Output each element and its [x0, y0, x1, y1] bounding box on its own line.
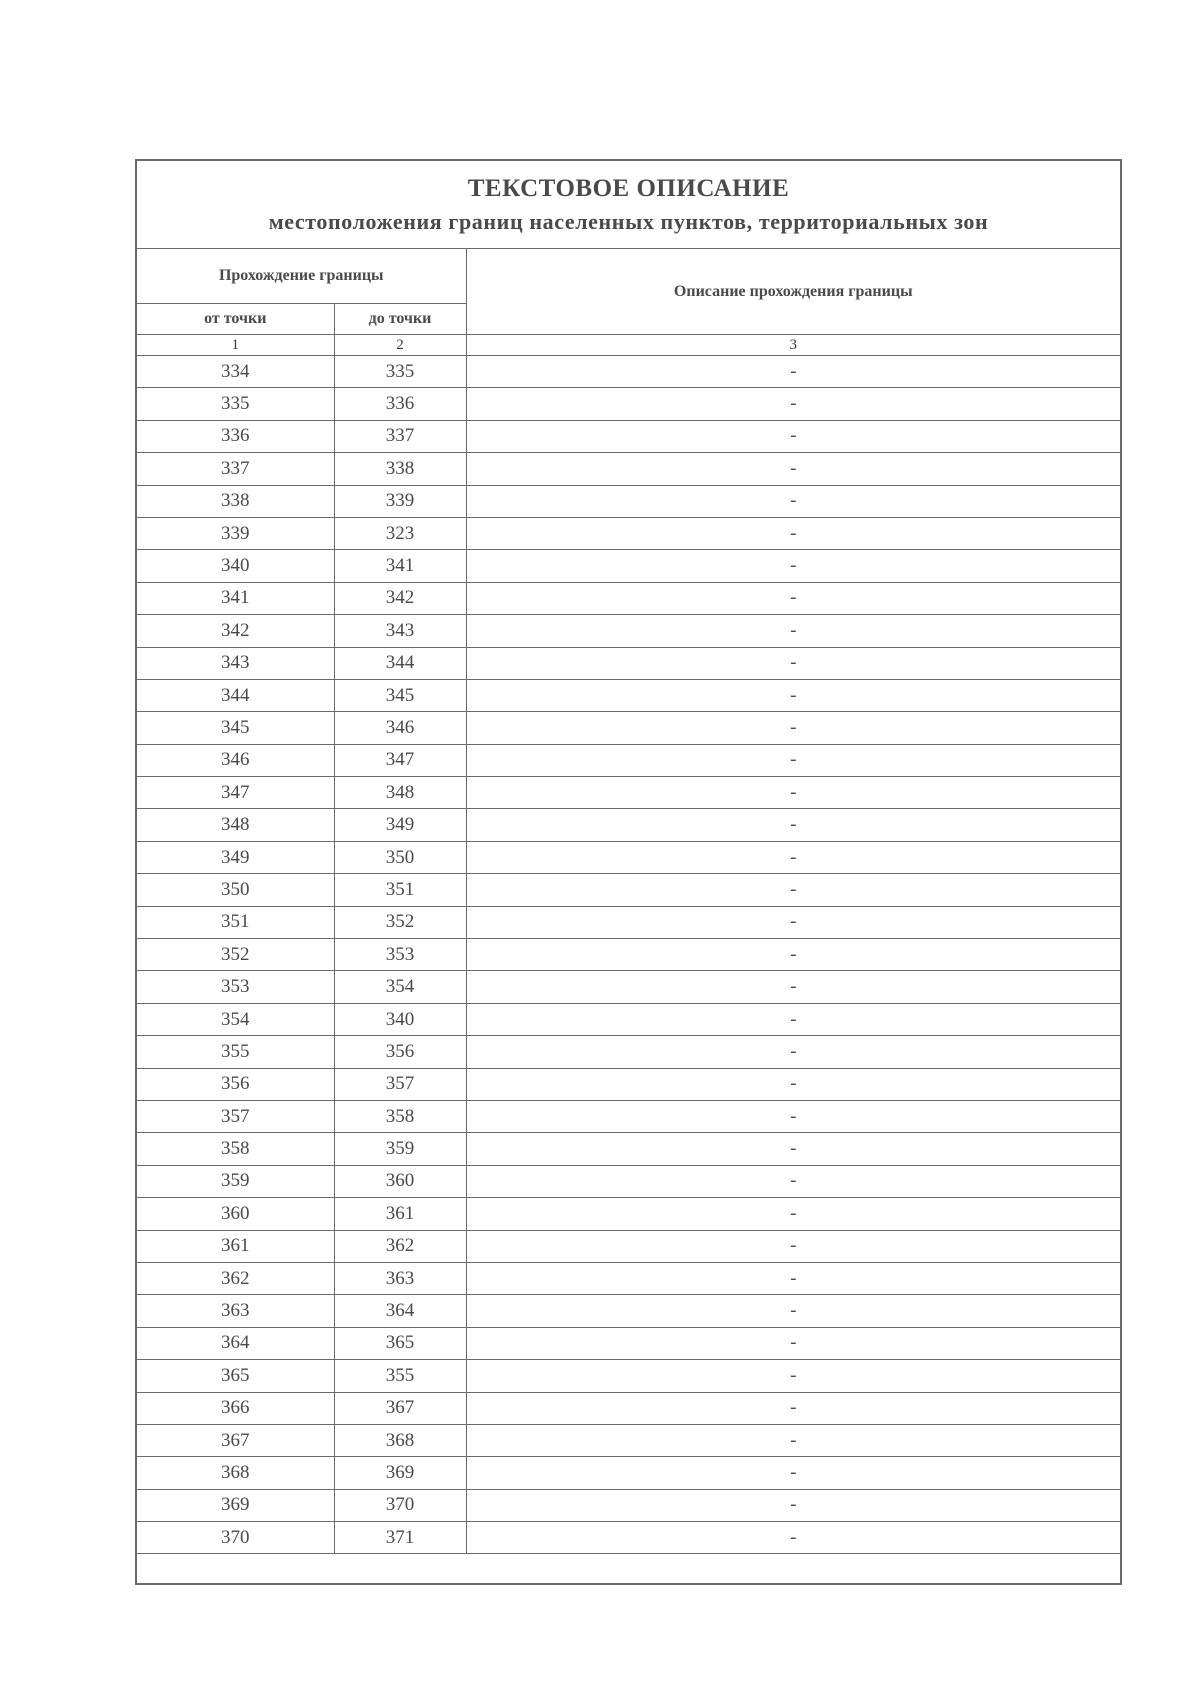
table-row: [137, 1489, 1120, 1521]
from-point-cell: 349: [137, 841, 334, 873]
table-row: [137, 712, 1120, 744]
from-point-cell: 334: [137, 356, 334, 388]
from-point-cell: 350: [137, 874, 334, 906]
table-row: [137, 809, 1120, 841]
description-cell: -: [466, 679, 1120, 711]
table-row: [137, 1230, 1120, 1262]
from-point-cell: 346: [137, 744, 334, 776]
to-point-cell: 355: [334, 1360, 466, 1392]
table-row: [137, 1198, 1120, 1230]
boundary-table: [137, 249, 1120, 1554]
to-point-cell: 354: [334, 971, 466, 1003]
from-point-cell: 345: [137, 712, 334, 744]
table-row: [137, 971, 1120, 1003]
title-block: [137, 161, 1120, 249]
description-cell: -: [466, 1262, 1120, 1294]
table-row: [137, 1133, 1120, 1165]
from-point-cell: 367: [137, 1424, 334, 1456]
from-point-header: от точки: [137, 304, 334, 335]
to-point-cell: 337: [334, 420, 466, 452]
from-point-cell: 358: [137, 1133, 334, 1165]
description-cell: -: [466, 1165, 1120, 1197]
to-point-cell: 356: [334, 1036, 466, 1068]
column-number-row: [137, 335, 1120, 356]
column-number: 1: [137, 335, 334, 356]
table-row: [137, 517, 1120, 549]
description-cell: -: [466, 1424, 1120, 1456]
table-row: [137, 1100, 1120, 1132]
table-row: [137, 550, 1120, 582]
description-cell: -: [466, 906, 1120, 938]
from-point-cell: 351: [137, 906, 334, 938]
to-point-cell: 358: [334, 1100, 466, 1132]
table-row: [137, 1392, 1120, 1424]
from-point-cell: 356: [137, 1068, 334, 1100]
description-cell: -: [466, 939, 1120, 971]
table-row: [137, 1295, 1120, 1327]
description-cell: -: [466, 582, 1120, 614]
description-cell: -: [466, 1003, 1120, 1035]
to-point-cell: 370: [334, 1489, 466, 1521]
description-cell: -: [466, 517, 1120, 549]
description-cell: -: [466, 971, 1120, 1003]
to-point-cell: 359: [334, 1133, 466, 1165]
table-row: [137, 420, 1120, 452]
to-point-cell: 339: [334, 485, 466, 517]
description-cell: -: [466, 874, 1120, 906]
description-cell: -: [466, 647, 1120, 679]
table-row: [137, 1068, 1120, 1100]
description-cell: -: [466, 809, 1120, 841]
to-point-cell: 367: [334, 1392, 466, 1424]
from-point-cell: 337: [137, 453, 334, 485]
table-row: [137, 453, 1120, 485]
to-point-cell: 369: [334, 1457, 466, 1489]
from-point-cell: 336: [137, 420, 334, 452]
from-point-cell: 370: [137, 1522, 334, 1554]
to-point-cell: 371: [334, 1522, 466, 1554]
to-point-cell: 349: [334, 809, 466, 841]
from-point-cell: 365: [137, 1360, 334, 1392]
from-point-cell: 335: [137, 388, 334, 420]
table-row: [137, 841, 1120, 873]
from-point-cell: 343: [137, 647, 334, 679]
to-point-cell: 361: [334, 1198, 466, 1230]
boundary-table-body: [137, 249, 1120, 1554]
description-cell: -: [466, 1489, 1120, 1521]
description-header: Описание прохождения границы: [466, 249, 1120, 335]
description-cell: -: [466, 1360, 1120, 1392]
to-point-cell: 352: [334, 906, 466, 938]
description-cell: -: [466, 1133, 1120, 1165]
from-point-cell: 354: [137, 1003, 334, 1035]
from-point-cell: 341: [137, 582, 334, 614]
to-point-cell: 343: [334, 615, 466, 647]
from-point-cell: 363: [137, 1295, 334, 1327]
description-cell: -: [466, 1522, 1120, 1554]
to-point-cell: 363: [334, 1262, 466, 1294]
from-point-cell: 364: [137, 1327, 334, 1359]
table-row: [137, 1457, 1120, 1489]
to-point-cell: 350: [334, 841, 466, 873]
to-point-cell: 346: [334, 712, 466, 744]
from-point-cell: 353: [137, 971, 334, 1003]
from-point-cell: 368: [137, 1457, 334, 1489]
from-point-cell: 338: [137, 485, 334, 517]
to-point-cell: 344: [334, 647, 466, 679]
to-point-cell: 357: [334, 1068, 466, 1100]
table-row: [137, 647, 1120, 679]
table-row: [137, 615, 1120, 647]
table-row: [137, 1036, 1120, 1068]
description-cell: -: [466, 356, 1120, 388]
table-row: [137, 1360, 1120, 1392]
description-cell: -: [466, 615, 1120, 647]
from-point-cell: 362: [137, 1262, 334, 1294]
to-point-cell: 345: [334, 679, 466, 711]
from-point-cell: 357: [137, 1100, 334, 1132]
from-point-cell: 348: [137, 809, 334, 841]
from-point-cell: 347: [137, 777, 334, 809]
to-point-cell: 348: [334, 777, 466, 809]
document-title: ТЕКСТОВОЕ ОПИСАНИЕ: [467, 175, 790, 202]
from-point-cell: 369: [137, 1489, 334, 1521]
description-cell: -: [466, 1036, 1120, 1068]
description-cell: -: [466, 1295, 1120, 1327]
to-point-cell: 340: [334, 1003, 466, 1035]
to-point-cell: 353: [334, 939, 466, 971]
to-point-header: до точки: [334, 304, 466, 335]
to-point-cell: 335: [334, 356, 466, 388]
column-number: 2: [334, 335, 466, 356]
table-row: [137, 874, 1120, 906]
document-subtitle: местоположения границ населенных пунктов, территориальных зон: [268, 209, 989, 234]
description-cell: -: [466, 420, 1120, 452]
to-point-cell: 365: [334, 1327, 466, 1359]
column-number: 3: [466, 335, 1120, 356]
document-sheet: [135, 159, 1122, 1585]
to-point-cell: 342: [334, 582, 466, 614]
table-row: [137, 388, 1120, 420]
to-point-cell: 362: [334, 1230, 466, 1262]
description-cell: -: [466, 1457, 1120, 1489]
description-cell: -: [466, 841, 1120, 873]
table-row: [137, 1003, 1120, 1035]
to-point-cell: 347: [334, 744, 466, 776]
from-point-cell: 342: [137, 615, 334, 647]
description-cell: -: [466, 1100, 1120, 1132]
header-row-group: [137, 249, 1120, 304]
from-point-cell: 339: [137, 517, 334, 549]
table-row: [137, 679, 1120, 711]
description-cell: -: [466, 1392, 1120, 1424]
from-point-cell: 366: [137, 1392, 334, 1424]
from-point-cell: 360: [137, 1198, 334, 1230]
description-cell: -: [466, 777, 1120, 809]
description-cell: -: [466, 712, 1120, 744]
table-row: [137, 1262, 1120, 1294]
description-cell: -: [466, 1327, 1120, 1359]
table-row: [137, 939, 1120, 971]
group-header: Прохождение границы: [137, 249, 466, 304]
table-row: [137, 1522, 1120, 1554]
table-row: [137, 582, 1120, 614]
from-point-cell: 361: [137, 1230, 334, 1262]
table-row: [137, 356, 1120, 388]
description-cell: -: [466, 485, 1120, 517]
description-cell: -: [466, 550, 1120, 582]
from-point-cell: 340: [137, 550, 334, 582]
to-point-cell: 341: [334, 550, 466, 582]
table-row: [137, 906, 1120, 938]
description-cell: -: [466, 1198, 1120, 1230]
from-point-cell: 352: [137, 939, 334, 971]
description-cell: -: [466, 744, 1120, 776]
to-point-cell: 336: [334, 388, 466, 420]
description-cell: -: [466, 1068, 1120, 1100]
to-point-cell: 368: [334, 1424, 466, 1456]
table-row: [137, 1424, 1120, 1456]
from-point-cell: 344: [137, 679, 334, 711]
to-point-cell: 323: [334, 517, 466, 549]
description-cell: -: [466, 1230, 1120, 1262]
description-cell: -: [466, 453, 1120, 485]
table-row: [137, 744, 1120, 776]
from-point-cell: 359: [137, 1165, 334, 1197]
table-row: [137, 485, 1120, 517]
from-point-cell: 355: [137, 1036, 334, 1068]
to-point-cell: 351: [334, 874, 466, 906]
table-row: [137, 1327, 1120, 1359]
table-row: [137, 1165, 1120, 1197]
to-point-cell: 338: [334, 453, 466, 485]
to-point-cell: 360: [334, 1165, 466, 1197]
table-row: [137, 777, 1120, 809]
to-point-cell: 364: [334, 1295, 466, 1327]
description-cell: -: [466, 388, 1120, 420]
